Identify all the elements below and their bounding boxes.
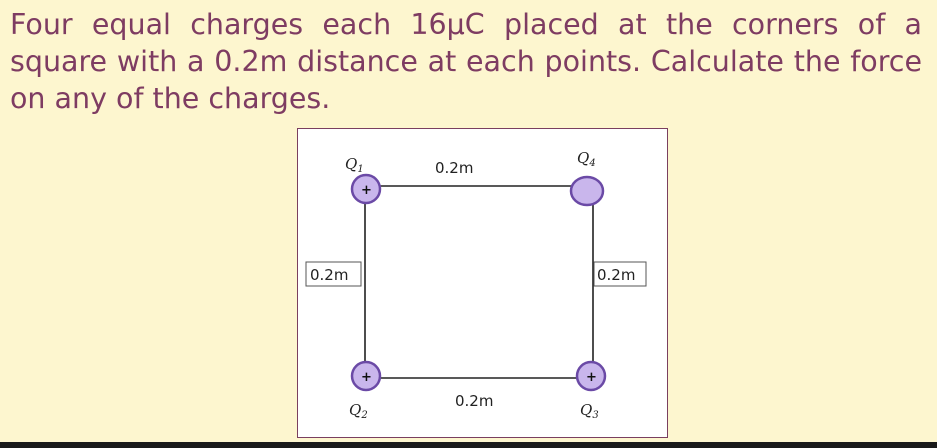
charge-q2-sign: +	[361, 370, 372, 385]
charge-q3-sign: +	[586, 370, 597, 385]
charge-q4-label: $Q_4$	[577, 149, 596, 169]
square-charges-figure	[297, 128, 668, 438]
question-text: Four equal charges each 16μC placed at the corners of a square with a 0.2m distance at each points. Calculate the force on any of the charges.	[10, 8, 922, 115]
bottom-bar	[0, 442, 937, 448]
charge-q1-sign: +	[361, 183, 372, 198]
charge-q3-label: $Q_3$	[580, 401, 599, 421]
charge-q1-label: $Q_1$	[345, 155, 364, 175]
charge-q4	[571, 177, 603, 205]
charge-q2-label: $Q_2$	[349, 401, 368, 421]
bottom-distance-label: 0.2m	[455, 392, 494, 410]
top-distance-label: 0.2m	[435, 159, 474, 177]
right-distance-label: 0.2m	[597, 266, 636, 284]
left-distance-label: 0.2m	[310, 266, 349, 284]
figure-svg	[298, 129, 669, 439]
